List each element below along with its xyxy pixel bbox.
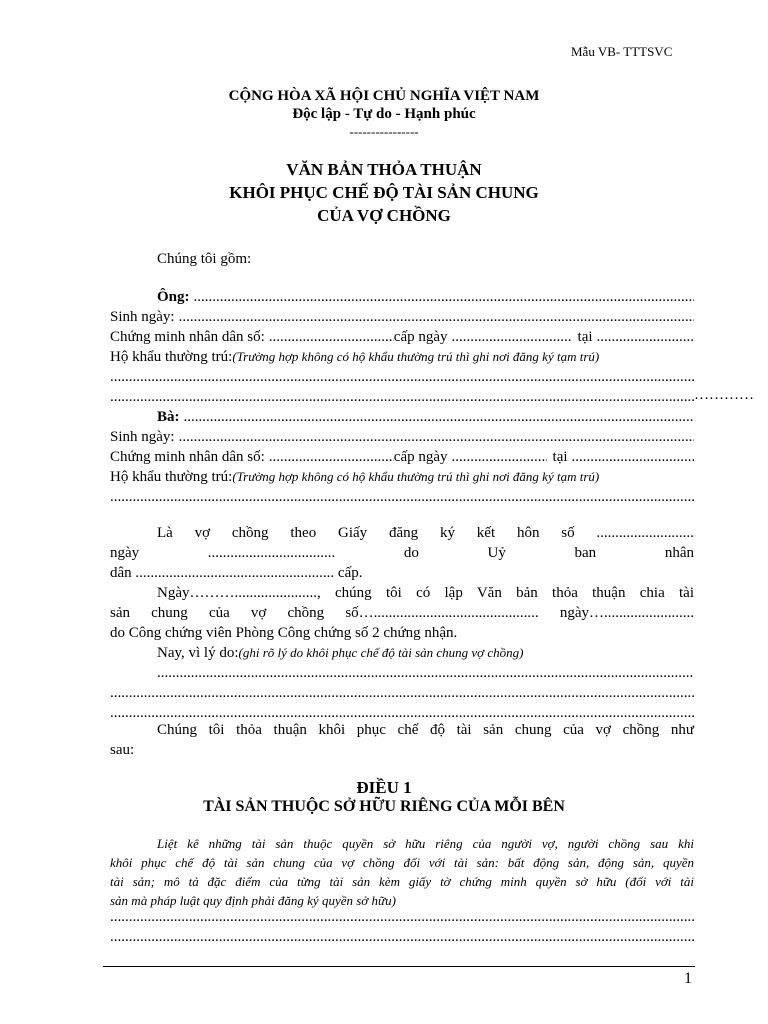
- article-1-instruction-4: sản mà pháp luật quy định phải đăng ký quyền sở hữu): [110, 893, 396, 908]
- agreement-line-1: Chúng tôi thỏa thuận khôi phục chế độ tài sản chung của vợ chồng như: [157, 722, 694, 738]
- word: hôn: [516, 525, 540, 541]
- article-1-number: ĐIỀU 1: [356, 778, 412, 797]
- husband-dob-row: [110, 309, 694, 326]
- wife-id-place-field[interactable]: [572, 449, 694, 466]
- word: kết: [476, 525, 496, 541]
- wife-id-issue-label: cấp ngày: [393, 449, 448, 465]
- wife-residence-field[interactable]: [110, 489, 694, 506]
- prior-agreement-line-2: sản chung của vợ chồng số…............................................ ngày…........................: [110, 605, 694, 621]
- word: ban: [574, 545, 597, 561]
- wife-id-field[interactable]: [269, 449, 394, 466]
- husband-residence-note: (Trường hợp không có hộ khẩu thường trú thì ghi nơi đăng ký tạm trú): [232, 349, 600, 364]
- prior-agreement-line-1: Ngày………......................, chúng tôi có lập Văn bản thỏa thuận chia tài: [157, 585, 694, 601]
- form-code: Mẫu VB- TTTSVC: [571, 44, 673, 59]
- husband-id-issue-field[interactable]: [452, 329, 572, 346]
- footer-rule: [103, 966, 695, 967]
- page-number: 1: [684, 970, 692, 987]
- husband-id-label: Chứng minh nhân dân số:: [110, 329, 265, 345]
- word: đăng: [389, 525, 419, 541]
- husband-label: Ông:: [157, 289, 190, 305]
- wife-id-place-label: tại: [552, 449, 568, 465]
- reason-field-2[interactable]: [110, 685, 694, 702]
- intro-text: Chúng tôi gồm:: [157, 251, 252, 267]
- husband-id-place-label: tại: [577, 329, 593, 345]
- reason-row: [157, 645, 741, 662]
- husband-residence-label: Hộ khẩu thường trú:: [110, 349, 233, 365]
- article-1-title: TÀI SẢN THUỘC SỞ HỮU RIÊNG CỦA MỖI BÊN: [203, 798, 565, 815]
- word: ngày: [110, 545, 140, 561]
- word: vợ: [194, 525, 211, 541]
- word: theo: [290, 525, 317, 541]
- article-1-field-1[interactable]: [110, 909, 694, 926]
- doc-title-line1: VĂN BẢN THỎA THUẬN: [286, 160, 482, 179]
- husband-dob-field[interactable]: [179, 309, 694, 326]
- doc-title-line3: CỦA VỢ CHỒNG: [317, 206, 451, 225]
- word: Uỷ: [487, 545, 506, 561]
- marriage-cert-number-field[interactable]: ..........................: [596, 525, 694, 541]
- word: do: [403, 545, 419, 561]
- wife-label: Bà:: [157, 409, 180, 425]
- husband-dob-label: Sinh ngày:: [110, 309, 175, 325]
- wife-residence-label: Hộ khẩu thường trú:: [110, 469, 233, 485]
- wife-name-row: [110, 409, 694, 426]
- marriage-line-2: [110, 545, 694, 562]
- wife-dob-row: [110, 429, 694, 446]
- marriage-line-1: [157, 525, 694, 542]
- wife-dob-field[interactable]: [179, 429, 694, 446]
- word: Giấy: [338, 525, 368, 541]
- motto: Độc lập - Tự do - Hạnh phúc: [292, 106, 476, 122]
- overflow-dots: …………: [694, 387, 754, 403]
- wife-id-row: [110, 449, 694, 466]
- word: số: [561, 525, 575, 541]
- article-1-instruction-2: khôi phục chế độ tài sản chung của vợ chồng đối với tài sản: bất động sản, động sản, quyền: [110, 855, 694, 870]
- article-1-field-2[interactable]: [110, 929, 694, 946]
- nation-name: CỘNG HÒA XÃ HỘI CHỦ NGHĨA VIỆT NAM: [228, 88, 540, 104]
- word: nhân: [664, 545, 694, 561]
- husband-name-row: [110, 289, 694, 306]
- marriage-date-field[interactable]: ..................................: [207, 545, 336, 561]
- wife-dob-label: Sinh ngày:: [110, 429, 175, 445]
- reason-label: Nay, vì lý do:: [157, 645, 239, 661]
- header-separator: ----------------: [349, 124, 419, 139]
- marriage-line-3: dân ..................................................... cấp.: [110, 565, 363, 581]
- article-1-instruction-1: Liệt kê những tài sản thuộc quyền sở hữu riêng của người vợ, người chồng sau khi: [157, 836, 694, 851]
- doc-title-line2: KHÔI PHỤC CHẾ ĐỘ TÀI SẢN CHUNG: [229, 183, 539, 202]
- word: chồng: [231, 525, 269, 541]
- prior-agreement-line-3: do Công chứng viên Phòng Công chứng số 2 chứng nhận.: [110, 625, 458, 641]
- article-1-instruction-3: tài sản; mô tả đặc điểm của từng tài sản kèm giấy tờ chứng minh quyền sở hữu (đối với tài: [110, 874, 694, 889]
- agreement-line-2: sau:: [110, 742, 135, 758]
- reason-note: (ghi rõ lý do khôi phục chế độ tài sản chung vợ chồng): [238, 645, 524, 660]
- wife-residence-row: [110, 469, 694, 486]
- wife-residence-note: (Trường hợp không có hộ khẩu thường trú thì ghi nơi đăng ký tạm trú): [232, 469, 600, 484]
- word: Là: [157, 525, 173, 541]
- wife-id-label: Chứng minh nhân dân số:: [110, 449, 265, 465]
- husband-id-row: [110, 329, 694, 346]
- husband-id-place-field[interactable]: [597, 329, 694, 346]
- word: ký: [439, 525, 455, 541]
- reason-field-3[interactable]: [110, 705, 694, 722]
- husband-residence-row: [110, 349, 694, 366]
- husband-residence-field-1[interactable]: [110, 369, 694, 386]
- wife-name-field[interactable]: [184, 409, 695, 426]
- husband-residence-field-2[interactable]: [110, 389, 694, 406]
- husband-id-field[interactable]: [269, 329, 394, 346]
- reason-field-1[interactable]: [157, 665, 694, 682]
- husband-name-field[interactable]: [194, 289, 694, 306]
- husband-id-issue-label: cấp ngày: [393, 329, 448, 345]
- wife-id-issue-field[interactable]: [452, 449, 547, 466]
